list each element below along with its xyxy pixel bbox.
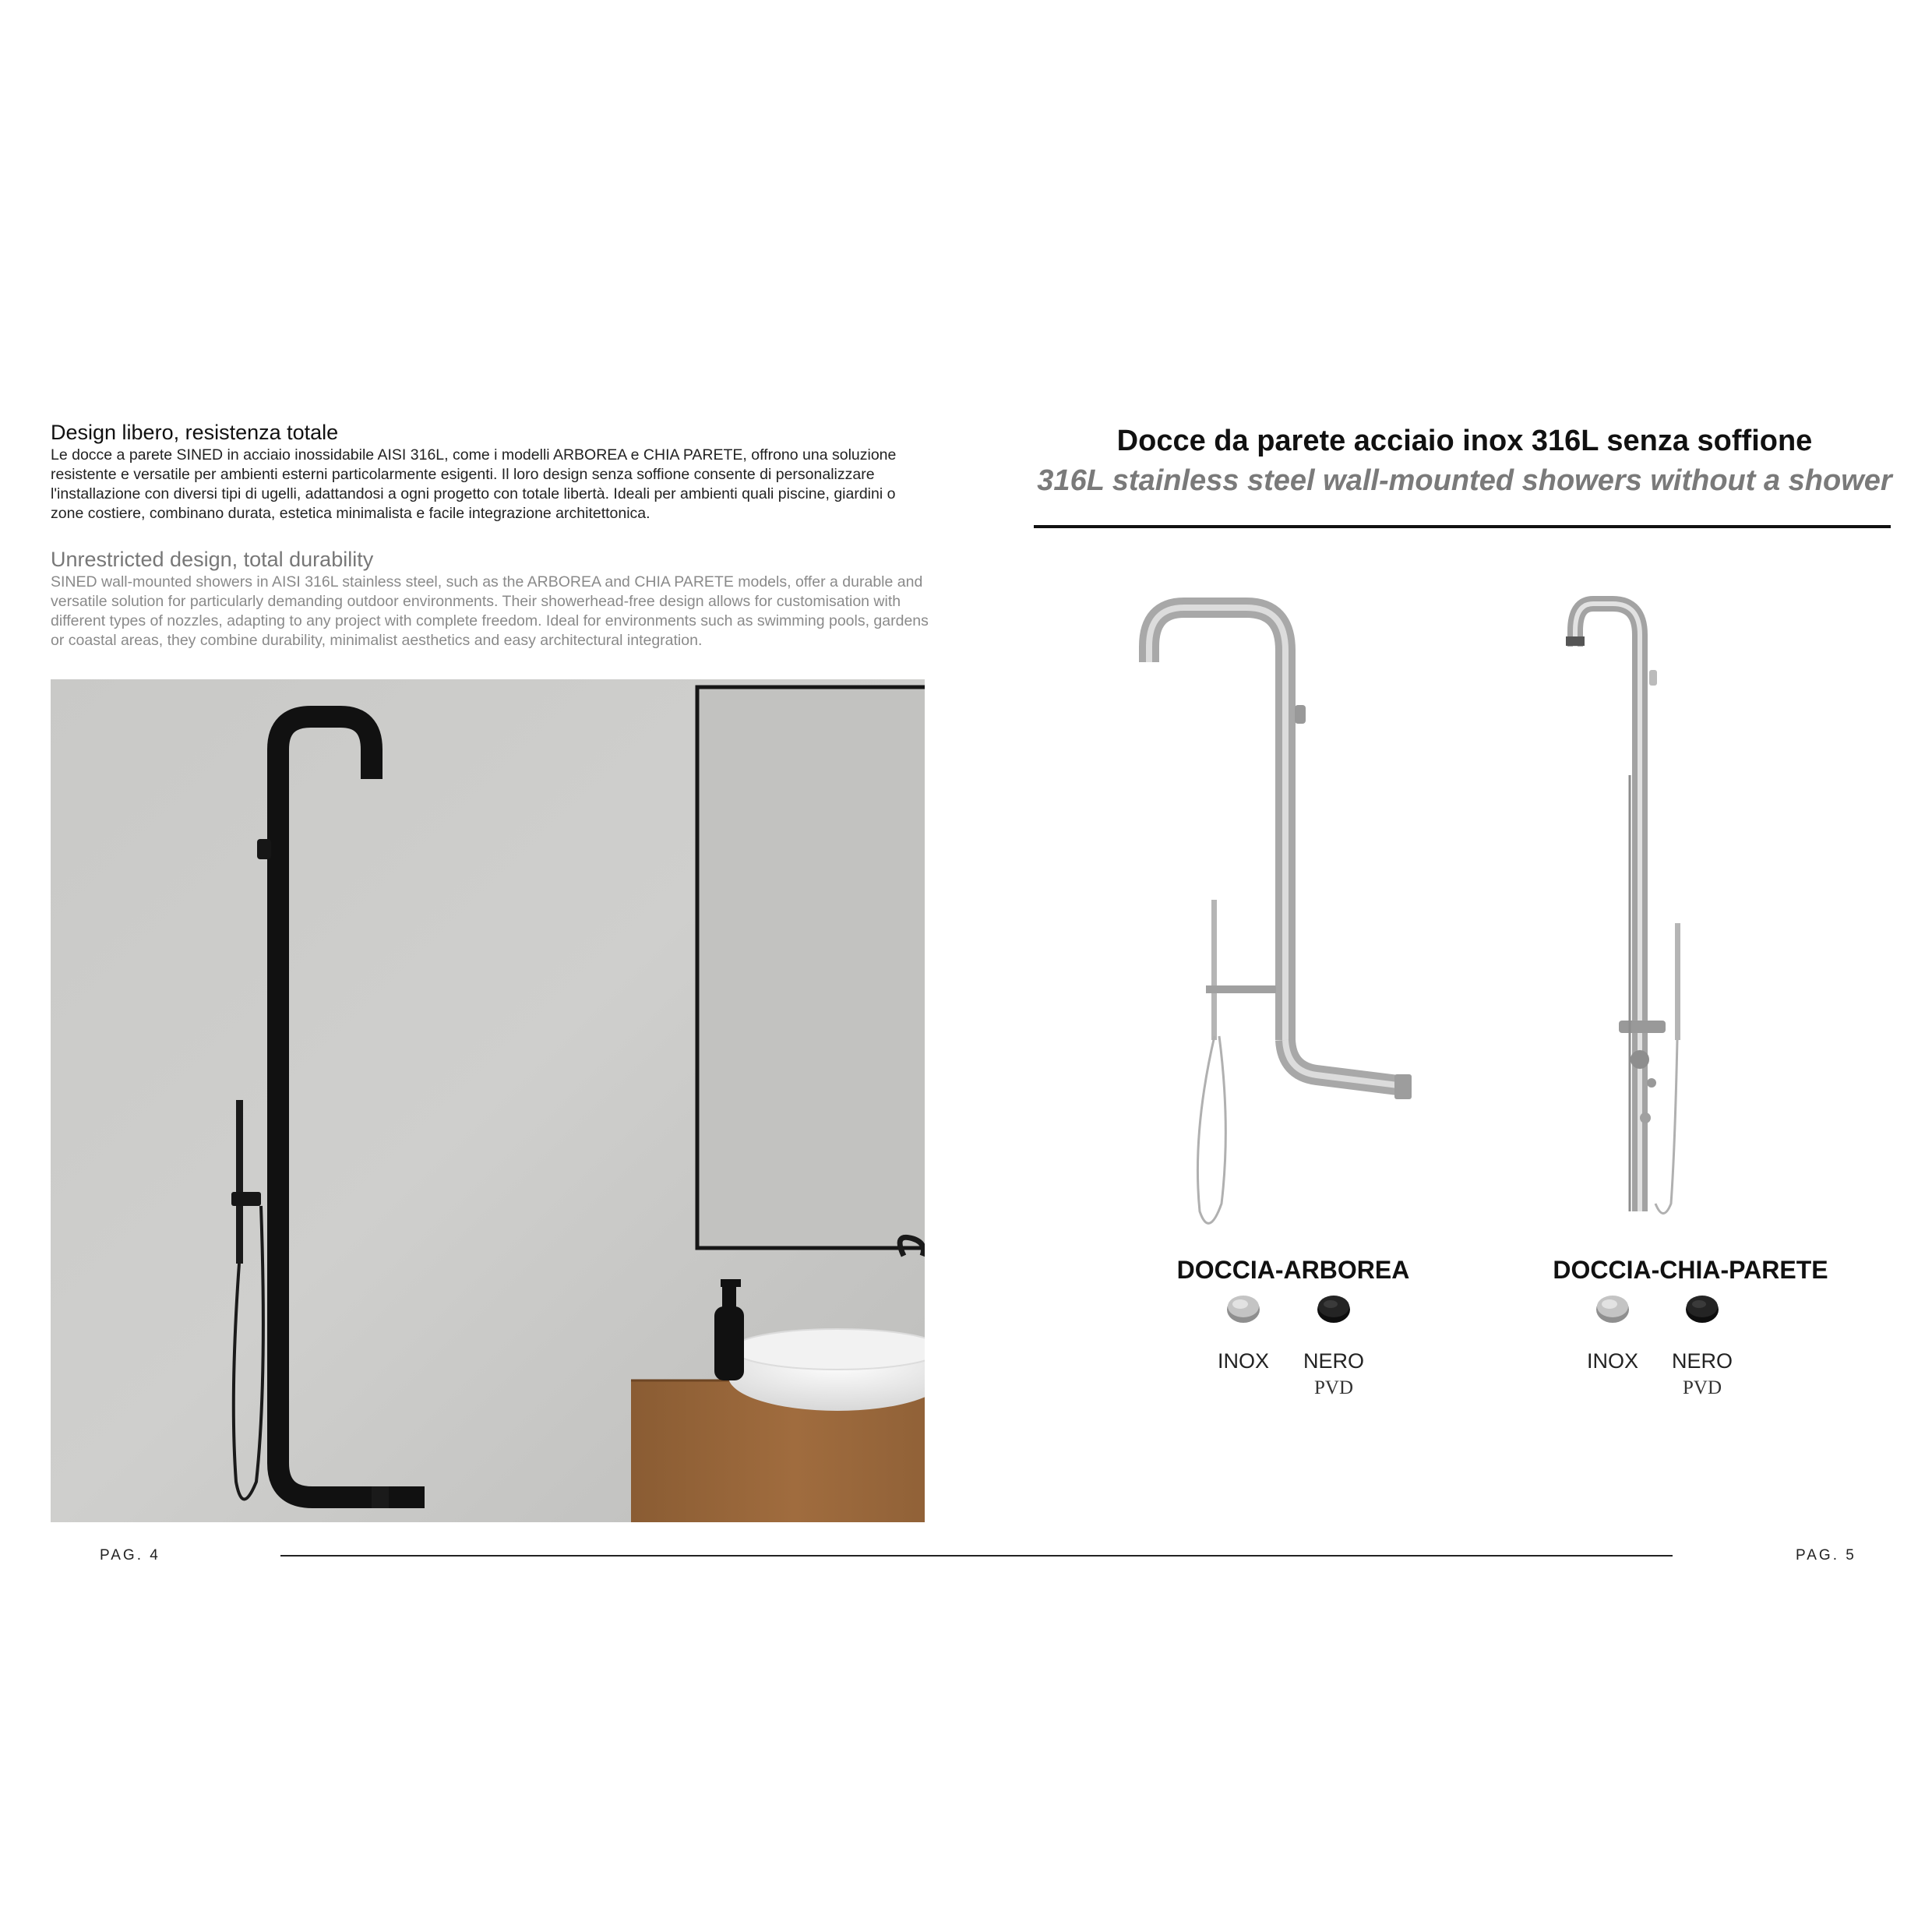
english-paragraph: SINED wall-mounted showers in AISI 316L stainless steel, such as the ARBOREA and CHIA PARETE models, offer a durable and versatile solution for particularly demanding outdoor environments. Their showerhead-free design allows for customisation with different types of nozzles, adapting to any project with complete freedom. Ideal for environments such as swimming pools, gardens or coastal areas, they combine durability, minimalist aesthetics and easy architectural integration.	[51, 573, 929, 649]
finish-swatch-nero	[1317, 1294, 1351, 1327]
footer-divider	[280, 1555, 1673, 1557]
page-number-left: PAG. 4	[100, 1547, 160, 1564]
page-number-right: PAG. 5	[1796, 1547, 1856, 1564]
title-divider	[1034, 525, 1891, 528]
bathroom-photo	[51, 679, 925, 1522]
finish-swatch-inox	[1226, 1294, 1260, 1327]
product-name-chia-parete: DOCCIA-CHIA-PARETE	[1553, 1256, 1828, 1284]
italian-paragraph: Le docce a parete SINED in acciaio inossidabile AISI 316L, come i modelli ARBOREA e CHIA PARETE, offrono una soluzione resistente e versatile per ambienti esterni particolarmente esigenti. Il loro design senza soffione consente di personalizzare l'installazione con diversi tipi di ugelli, adattandosi a ogni progetto con totale libertà. Ideali per ambienti quali piscine, giardini o zone costiere, combinano durata, estetica minimalista e facile integrazione architettonica.	[51, 446, 897, 522]
finish-swatch-inox	[1595, 1294, 1630, 1327]
chia-parete-product-image	[1558, 588, 1745, 1243]
italian-heading: Design libero, resistenza totale	[51, 421, 339, 444]
english-heading: Unrestricted design, total durability	[51, 548, 374, 571]
catalog-title-english: 316L stainless steel wall-mounted showers without a shower	[1037, 464, 1892, 497]
finish-label-nero: NERO	[1671, 1349, 1733, 1373]
finish-label-inox: INOX	[1586, 1349, 1638, 1373]
catalog-title-italian: Docce da parete acciaio inox 316L senza soffione	[1116, 425, 1813, 457]
arborea-product-image	[1122, 588, 1433, 1243]
finish-label-nero: NERO	[1303, 1349, 1364, 1373]
finish-sublabel-pvd: PVD	[1313, 1377, 1353, 1398]
product-name-arborea: DOCCIA-ARBOREA	[1176, 1256, 1410, 1284]
finish-swatch-nero	[1685, 1294, 1719, 1327]
finish-label-inox: INOX	[1217, 1349, 1269, 1373]
finish-sublabel-pvd: PVD	[1682, 1377, 1722, 1398]
